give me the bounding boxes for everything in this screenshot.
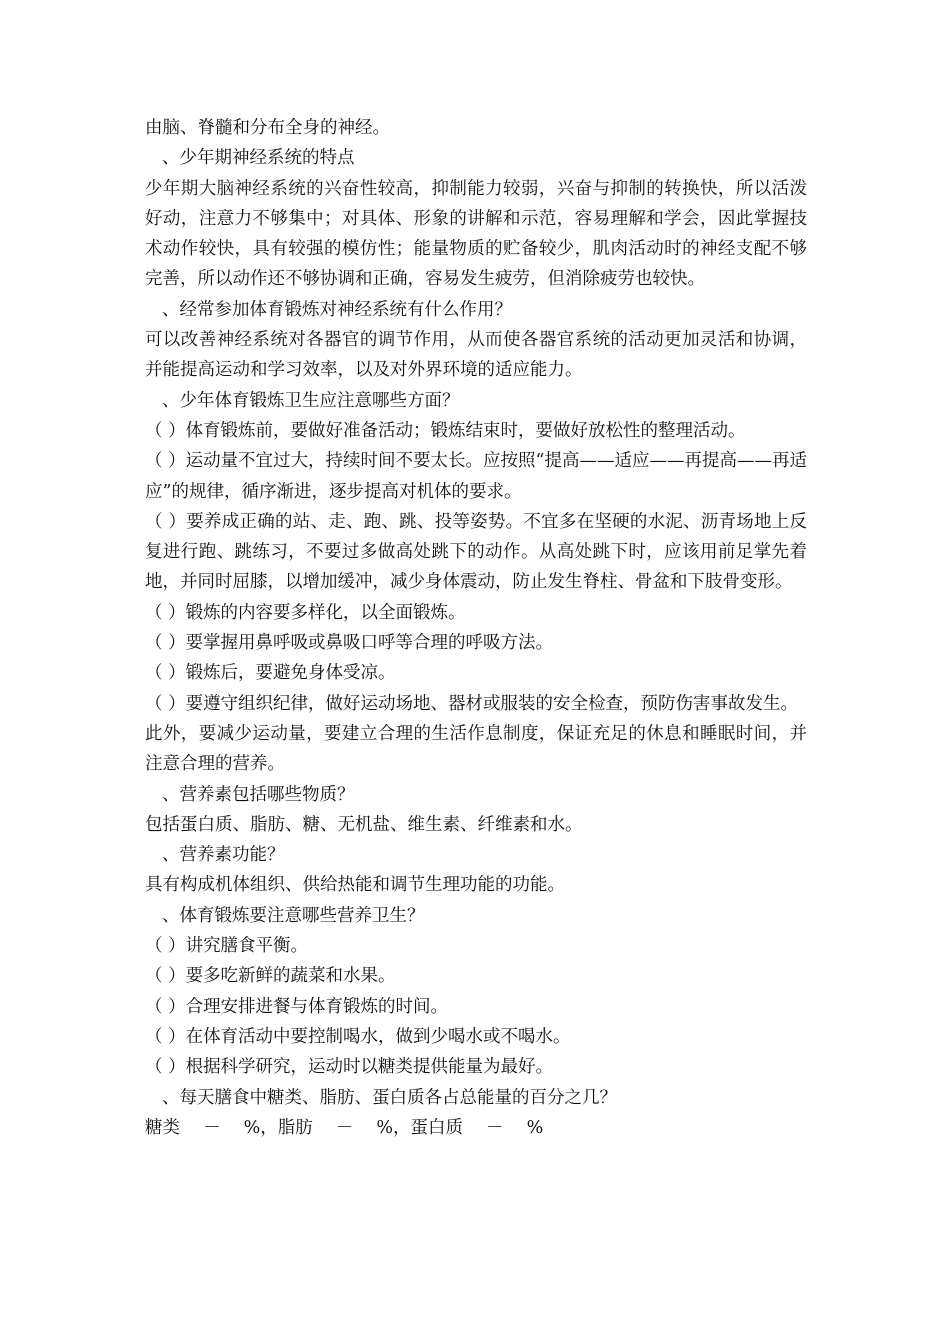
heading-daily-energy-ratio: 、每天膳食中糖类、脂肪、蛋白质各占总能量的百分之几？ (162, 1087, 617, 1108)
heading-nutrient-function: 、营养素功能？ (162, 845, 285, 866)
heading-exercise-hygiene: 、少年体育锻炼卫生应注意哪些方面？ (162, 390, 460, 411)
document-body (145, 113, 807, 1143)
heading-nutrients: 、营养素包括哪些物质？ (162, 784, 355, 805)
list-item: （ ）要掌握用鼻呼吸或鼻吸口呼等合理的呼吸方法。 (145, 633, 554, 654)
energy-ratio-blanks: 糖类 － %，脂肪 － %，蛋白质 － % (145, 1117, 544, 1138)
list-item: （ ）锻炼的内容要多样化，以全面锻炼。 (145, 602, 466, 623)
heading-nutrition-hygiene: 、体育锻炼要注意哪些营养卫生？ (162, 905, 425, 926)
heading-exercise-effect: 、经常参加体育锻炼对神经系统有什么作用？ (162, 299, 512, 320)
list-item: （ ）要多吃新鲜的蔬菜和水果。 (145, 966, 396, 987)
list-item: （ ）在体育活动中要控制喝水，做到少喝水或不喝水。 (145, 1026, 571, 1047)
paragraph-nutrients: 包括蛋白质、脂肪、糖、无机盐、维生素、纤维素和水。 (145, 814, 583, 835)
paragraph-nervous-system-composition: 由脑、脊髓和分布全身的神经。 (145, 118, 390, 138)
heading-adolescent-nervous-system: 、少年期神经系统的特点 (162, 148, 355, 169)
list-item: （ ）运动量不宜过大，持续时间不要太长。应按照“提高——适应——再提高——再适应”的规律，循序渐进，逐步提高对机体的要求。 (145, 451, 808, 502)
list-item: （ ）要养成正确的站、走、跑、跳、投等姿势。不宜多在坚硬的水泥、沥青场地上反复进行跑、跳练习，不要过多做高处跳下的动作。从高处跳下时，应该用前足掌先着地，并同时屈膝，以增加缓冲，减少身体震动，防止发生脊柱、骨盆和下肢骨变形。 (145, 511, 807, 593)
list-item: （ ）锻炼后，要避免身体受凉。 (145, 663, 396, 684)
paragraph-exercise-effect: 可以改善神经系统对各器官的调节作用，从而使各器官系统的活动更加灵活和协调，并能提高运动和学习效率，以及对外界环境的适应能力。 (145, 330, 807, 381)
list-item: （ ）根据科学研究，运动时以糖类提供能量为最好。 (145, 1057, 554, 1078)
list-item: （ ）合理安排进餐与体育锻炼的时间。 (145, 996, 449, 1017)
paragraph-nutrient-function: 具有构成机体组织、供给热能和调节生理功能的功能。 (145, 875, 565, 896)
paragraph-adolescent-nervous-system: 少年期大脑神经系统的兴奋性较高，抑制能力较弱，兴奋与抑制的转换快，所以活泼好动，注意力不够集中；对具体、形象的讲解和示范，容易理解和学会，因此掌握技术动作较快，具有较强的模仿性；能量物质的贮备较少，肌肉活动时的神经支配不够完善，所以动作还不够协调和正确，容易发生疲劳，但消除疲劳也较快。 (145, 178, 807, 290)
list-item: （ ）讲究膳食平衡。 (145, 936, 309, 957)
paragraph-additional-notes: 此外，要减少运动量，要建立合理的生活作息制度，保证充足的休息和睡眠时间，并注意合理的营养。 (145, 723, 807, 775)
list-item: （ ）体育锻炼前，要做好准备活动；锻炼结束时，要做好放松性的整理活动。 (145, 420, 746, 441)
list-item: （ ）要遵守组织纪律，做好运动场地、器材或服装的安全检查，预防伤害事故发生。 (145, 693, 799, 714)
